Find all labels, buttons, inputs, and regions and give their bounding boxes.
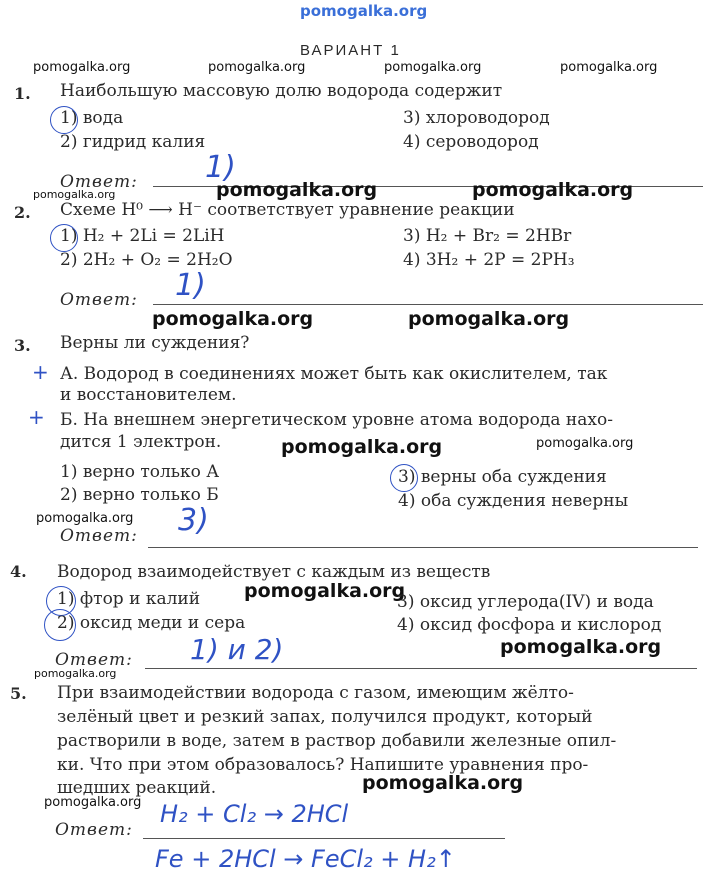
answer-circle — [44, 609, 76, 641]
statement-b-line-2: дится 1 электрон. — [60, 432, 222, 452]
variant-title: ВАРИАНТ 1 — [300, 42, 401, 59]
watermark: pomogalka.org — [244, 580, 406, 602]
answer-line — [143, 838, 505, 839]
watermark: pomogalka.org — [384, 60, 482, 75]
watermark: pomogalka.org — [36, 511, 134, 526]
option-3: 3) верны оба суждения — [398, 467, 607, 487]
option-2: 2) гидрид калия — [60, 132, 206, 152]
answer-line — [153, 304, 703, 305]
watermark: pomogalka.org — [560, 60, 658, 75]
watermark: pomogalka.org — [281, 436, 443, 458]
option-1: 1) верно только А — [60, 462, 220, 482]
question-number: 1. — [14, 84, 31, 103]
question-line-2: зелёный цвет и резкий запах, получился продукт, который — [57, 707, 593, 727]
answer-line — [148, 547, 698, 548]
watermark: pomogalka.org — [216, 179, 378, 201]
option-1: 1) H₂ + 2Li = 2LiH — [60, 226, 225, 246]
question-text: Наибольшую массовую долю водорода содержит — [60, 81, 503, 101]
answer-line — [145, 668, 697, 669]
question-line-5: шедших реакций. — [57, 778, 217, 798]
question-text: Водород взаимодействует с каждым из веществ — [57, 562, 491, 582]
handwritten-answer: 1) — [205, 150, 236, 185]
watermark: pomogalka.org — [362, 772, 524, 794]
option-3: 3) хлороводород — [403, 108, 550, 128]
answer-circle — [390, 464, 418, 492]
watermark: pomogalka.org — [33, 188, 116, 201]
question-text: Верны ли суждения? — [60, 333, 250, 353]
answer-label: Ответ: — [55, 650, 133, 670]
watermark: pomogalka.org — [472, 179, 634, 201]
handwritten-answer: 3) — [178, 503, 209, 538]
watermark: pomogalka.org — [500, 636, 662, 658]
question-number: 5. — [10, 684, 27, 703]
handwritten-answer: 1) — [175, 268, 206, 303]
handwritten-equation-1: H₂ + Cl₂ → 2HCl — [160, 800, 349, 828]
question-number: 4. — [10, 562, 27, 581]
option-1: 1) фтор и калий — [57, 589, 201, 609]
option-2: 2) верно только Б — [60, 485, 219, 505]
question-line-1: При взаимодействии водорода с газом, имеющим жёлто- — [57, 683, 574, 703]
statement-a-line-2: и восстановителем. — [60, 385, 237, 405]
answer-label: Ответ: — [60, 526, 138, 546]
question-number: 2. — [14, 203, 31, 222]
watermark: pomogalka.org — [33, 60, 131, 75]
statement-a-line-1: А. Водород в соединениях может быть как окислителем, так — [60, 364, 608, 384]
watermark: pomogalka.org — [208, 60, 306, 75]
option-3: 3) H₂ + Br₂ = 2HBr — [403, 226, 572, 246]
watermark-top: pomogalka.org — [300, 2, 428, 20]
answer-circle — [50, 224, 78, 252]
statement-b-line-1: Б. На внешнем энергетическом уровне атома водорода нахо- — [60, 410, 613, 430]
question-line-4: ки. Что при этом образовалось? Напишите уравнения про- — [57, 755, 589, 775]
option-2: 2) 2H₂ + O₂ = 2H₂O — [60, 250, 233, 270]
answer-label: Ответ: — [60, 290, 138, 310]
option-4: 4) оксид фосфора и кислород — [397, 615, 662, 635]
option-2: 2) оксид меди и сера — [57, 613, 246, 633]
watermark: pomogalka.org — [408, 308, 570, 330]
question-line-3: растворили в воде, затем в раствор добавили железные опил- — [57, 731, 617, 751]
watermark: pomogalka.org — [44, 795, 142, 810]
handwritten-answer: 1) и 2) — [190, 633, 284, 666]
watermark: pomogalka.org — [536, 436, 634, 451]
option-4: 4) сероводород — [403, 132, 539, 152]
handwritten-equation-2: Fe + 2HCl → FeCl₂ + H₂↑ — [155, 845, 456, 873]
watermark: pomogalka.org — [152, 308, 314, 330]
answer-label: Ответ: — [60, 172, 138, 192]
option-1: 1) вода — [60, 108, 124, 128]
answer-label: Ответ: — [55, 820, 133, 840]
answer-circle — [50, 106, 78, 134]
option-4: 4) оба суждения неверны — [398, 491, 629, 511]
option-4: 4) 3H₂ + 2P = 2PH₃ — [403, 250, 575, 270]
question-number: 3. — [14, 336, 31, 355]
handwritten-mark: + — [28, 405, 45, 429]
option-3: 3) оксид углерода(IV) и вода — [397, 592, 654, 612]
question-text: Схеме H⁰ ⟶ H⁻ соответствует уравнение реакции — [60, 200, 515, 220]
watermark: pomogalka.org — [34, 667, 117, 680]
handwritten-mark: + — [32, 360, 49, 384]
